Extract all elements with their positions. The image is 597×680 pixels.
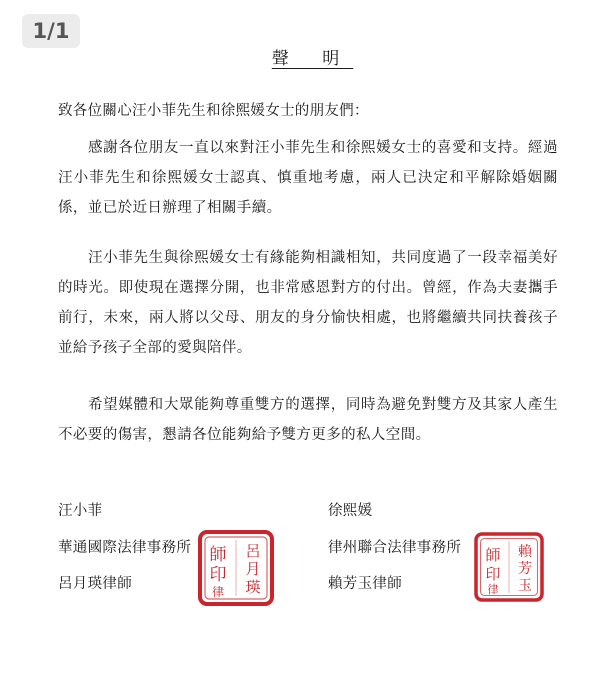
left-signatory-name: 汪小菲 xyxy=(58,503,103,519)
left-law-firm: 華通國際法律事務所 xyxy=(58,540,192,556)
svg-text:瑛: 瑛 xyxy=(245,578,261,596)
svg-text:印: 印 xyxy=(209,565,227,585)
svg-text:呂: 呂 xyxy=(245,542,261,560)
right-lawyer: 賴芳玉律師 xyxy=(328,576,402,592)
left-lawyer-seal xyxy=(196,528,276,608)
right-lawyer-seal xyxy=(472,530,546,604)
svg-text:芳: 芳 xyxy=(518,561,532,577)
paragraph-1: 感謝各位朋友一直以來對汪小菲先生和徐熙媛女士的喜愛和支持。經過汪小菲先生和徐熙媛女士認真、慎重地考慮，兩人已決定和平解除婚姻關係，並已於近日辦理了相關手續。 xyxy=(58,140,558,216)
svg-text:律: 律 xyxy=(211,585,225,599)
svg-text:印: 印 xyxy=(485,565,501,583)
paragraph-2: 汪小菲先生與徐熙媛女士有緣能夠相識相知，共同度過了一段幸福美好的時光。即使現在選擇分開，也非常感恩對方的付出。曾經，作為夫妻攜手前行，未來，兩人將以父母、朋友的身分愉快相處，也將繼續共同扶養孩子並給予孩子全部的愛與陪伴。 xyxy=(58,250,558,356)
svg-text:月: 月 xyxy=(245,560,261,578)
svg-text:賴: 賴 xyxy=(518,544,532,560)
right-signatory-name: 徐熙媛 xyxy=(328,503,373,519)
page-indicator-badge: 1/1 xyxy=(22,14,80,48)
svg-text:玉: 玉 xyxy=(518,578,532,594)
left-lawyer: 呂月瑛律師 xyxy=(58,576,132,592)
svg-text:律: 律 xyxy=(487,583,499,596)
paragraph-3: 希望媒體和大眾能夠尊重雙方的選擇，同時為避免對雙方及其家人產生不必要的傷害，懇請各位能夠給予雙方更多的私人空間。 xyxy=(58,397,558,443)
salutation: 致各位關心汪小菲先生和徐熙媛女士的朋友們： xyxy=(58,103,369,119)
right-law-firm: 律州聯合法律事務所 xyxy=(328,540,462,556)
svg-text:師: 師 xyxy=(485,546,501,564)
document-title xyxy=(0,44,597,69)
svg-text:師: 師 xyxy=(209,545,227,565)
title-text: 聲 明 xyxy=(271,49,354,69)
